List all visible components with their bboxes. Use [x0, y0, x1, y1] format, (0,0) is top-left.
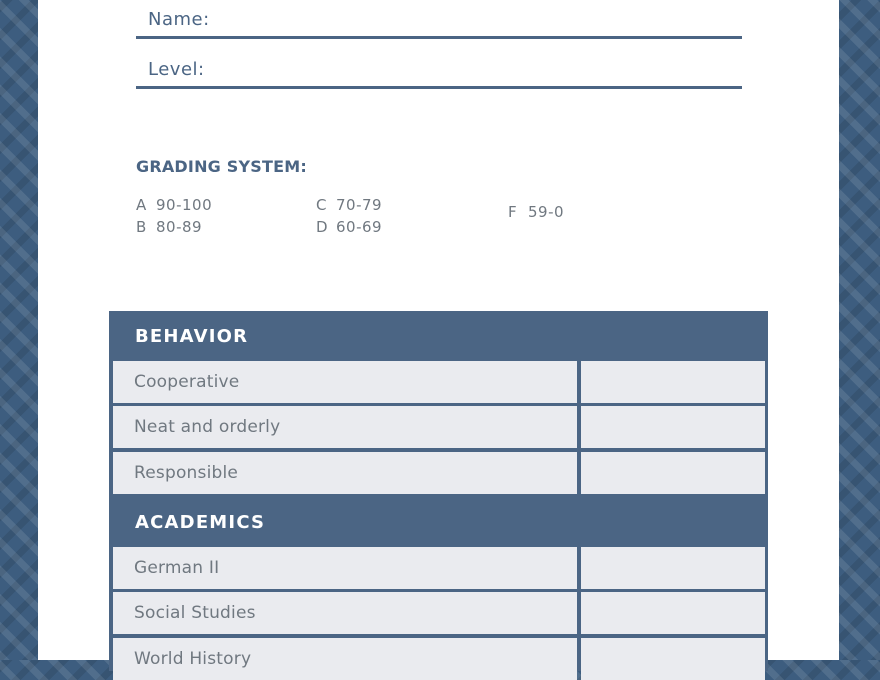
- row-label: World History: [134, 649, 252, 669]
- grade-input-cell[interactable]: [581, 592, 765, 634]
- level-field[interactable]: [136, 56, 742, 89]
- row-label: Responsible: [134, 463, 239, 483]
- grades-table: [109, 311, 768, 671]
- table-row-label: [113, 361, 577, 403]
- grade-letter: F: [508, 203, 518, 221]
- grading-system-title: GRADING SYSTEM:: [136, 157, 307, 176]
- grade-f: [508, 203, 564, 221]
- table-row-label: [113, 592, 577, 634]
- grade-range: 80-89: [156, 218, 203, 236]
- grade-a: [136, 196, 212, 214]
- report-card-sheet: [38, 0, 839, 669]
- grade-letter: D: [316, 218, 329, 236]
- grade-range: 60-69: [336, 218, 383, 236]
- name-field[interactable]: [136, 6, 742, 39]
- grade-input-cell[interactable]: [581, 452, 765, 494]
- section-title: ACADEMICS: [135, 512, 266, 533]
- grade-input-cell[interactable]: [581, 361, 765, 403]
- table-row-label: [113, 406, 577, 448]
- grade-letter: B: [136, 218, 147, 236]
- row-label: Cooperative: [134, 372, 240, 392]
- level-label: Level:: [148, 59, 205, 80]
- grade-d: [316, 218, 382, 236]
- table-row-label: [113, 452, 577, 494]
- grade-b: [136, 218, 202, 236]
- academics-section-header: [109, 499, 768, 545]
- grade-input-cell[interactable]: [581, 547, 765, 589]
- row-label: Neat and orderly: [134, 417, 281, 437]
- table-row-label: [113, 547, 577, 589]
- section-title: BEHAVIOR: [135, 326, 249, 347]
- grade-range: 90-100: [156, 196, 213, 214]
- row-label: German II: [134, 558, 220, 578]
- name-label: Name:: [148, 9, 210, 30]
- table-row-label: [113, 638, 577, 680]
- grade-input-cell[interactable]: [581, 406, 765, 448]
- grade-input-cell[interactable]: [581, 638, 765, 680]
- grade-range: 59-0: [528, 203, 565, 221]
- behavior-section-header: [109, 313, 768, 359]
- grade-range: 70-79: [336, 196, 383, 214]
- grade-c: [316, 196, 382, 214]
- grade-letter: A: [136, 196, 147, 214]
- row-label: Social Studies: [134, 603, 256, 623]
- grade-letter: C: [316, 196, 327, 214]
